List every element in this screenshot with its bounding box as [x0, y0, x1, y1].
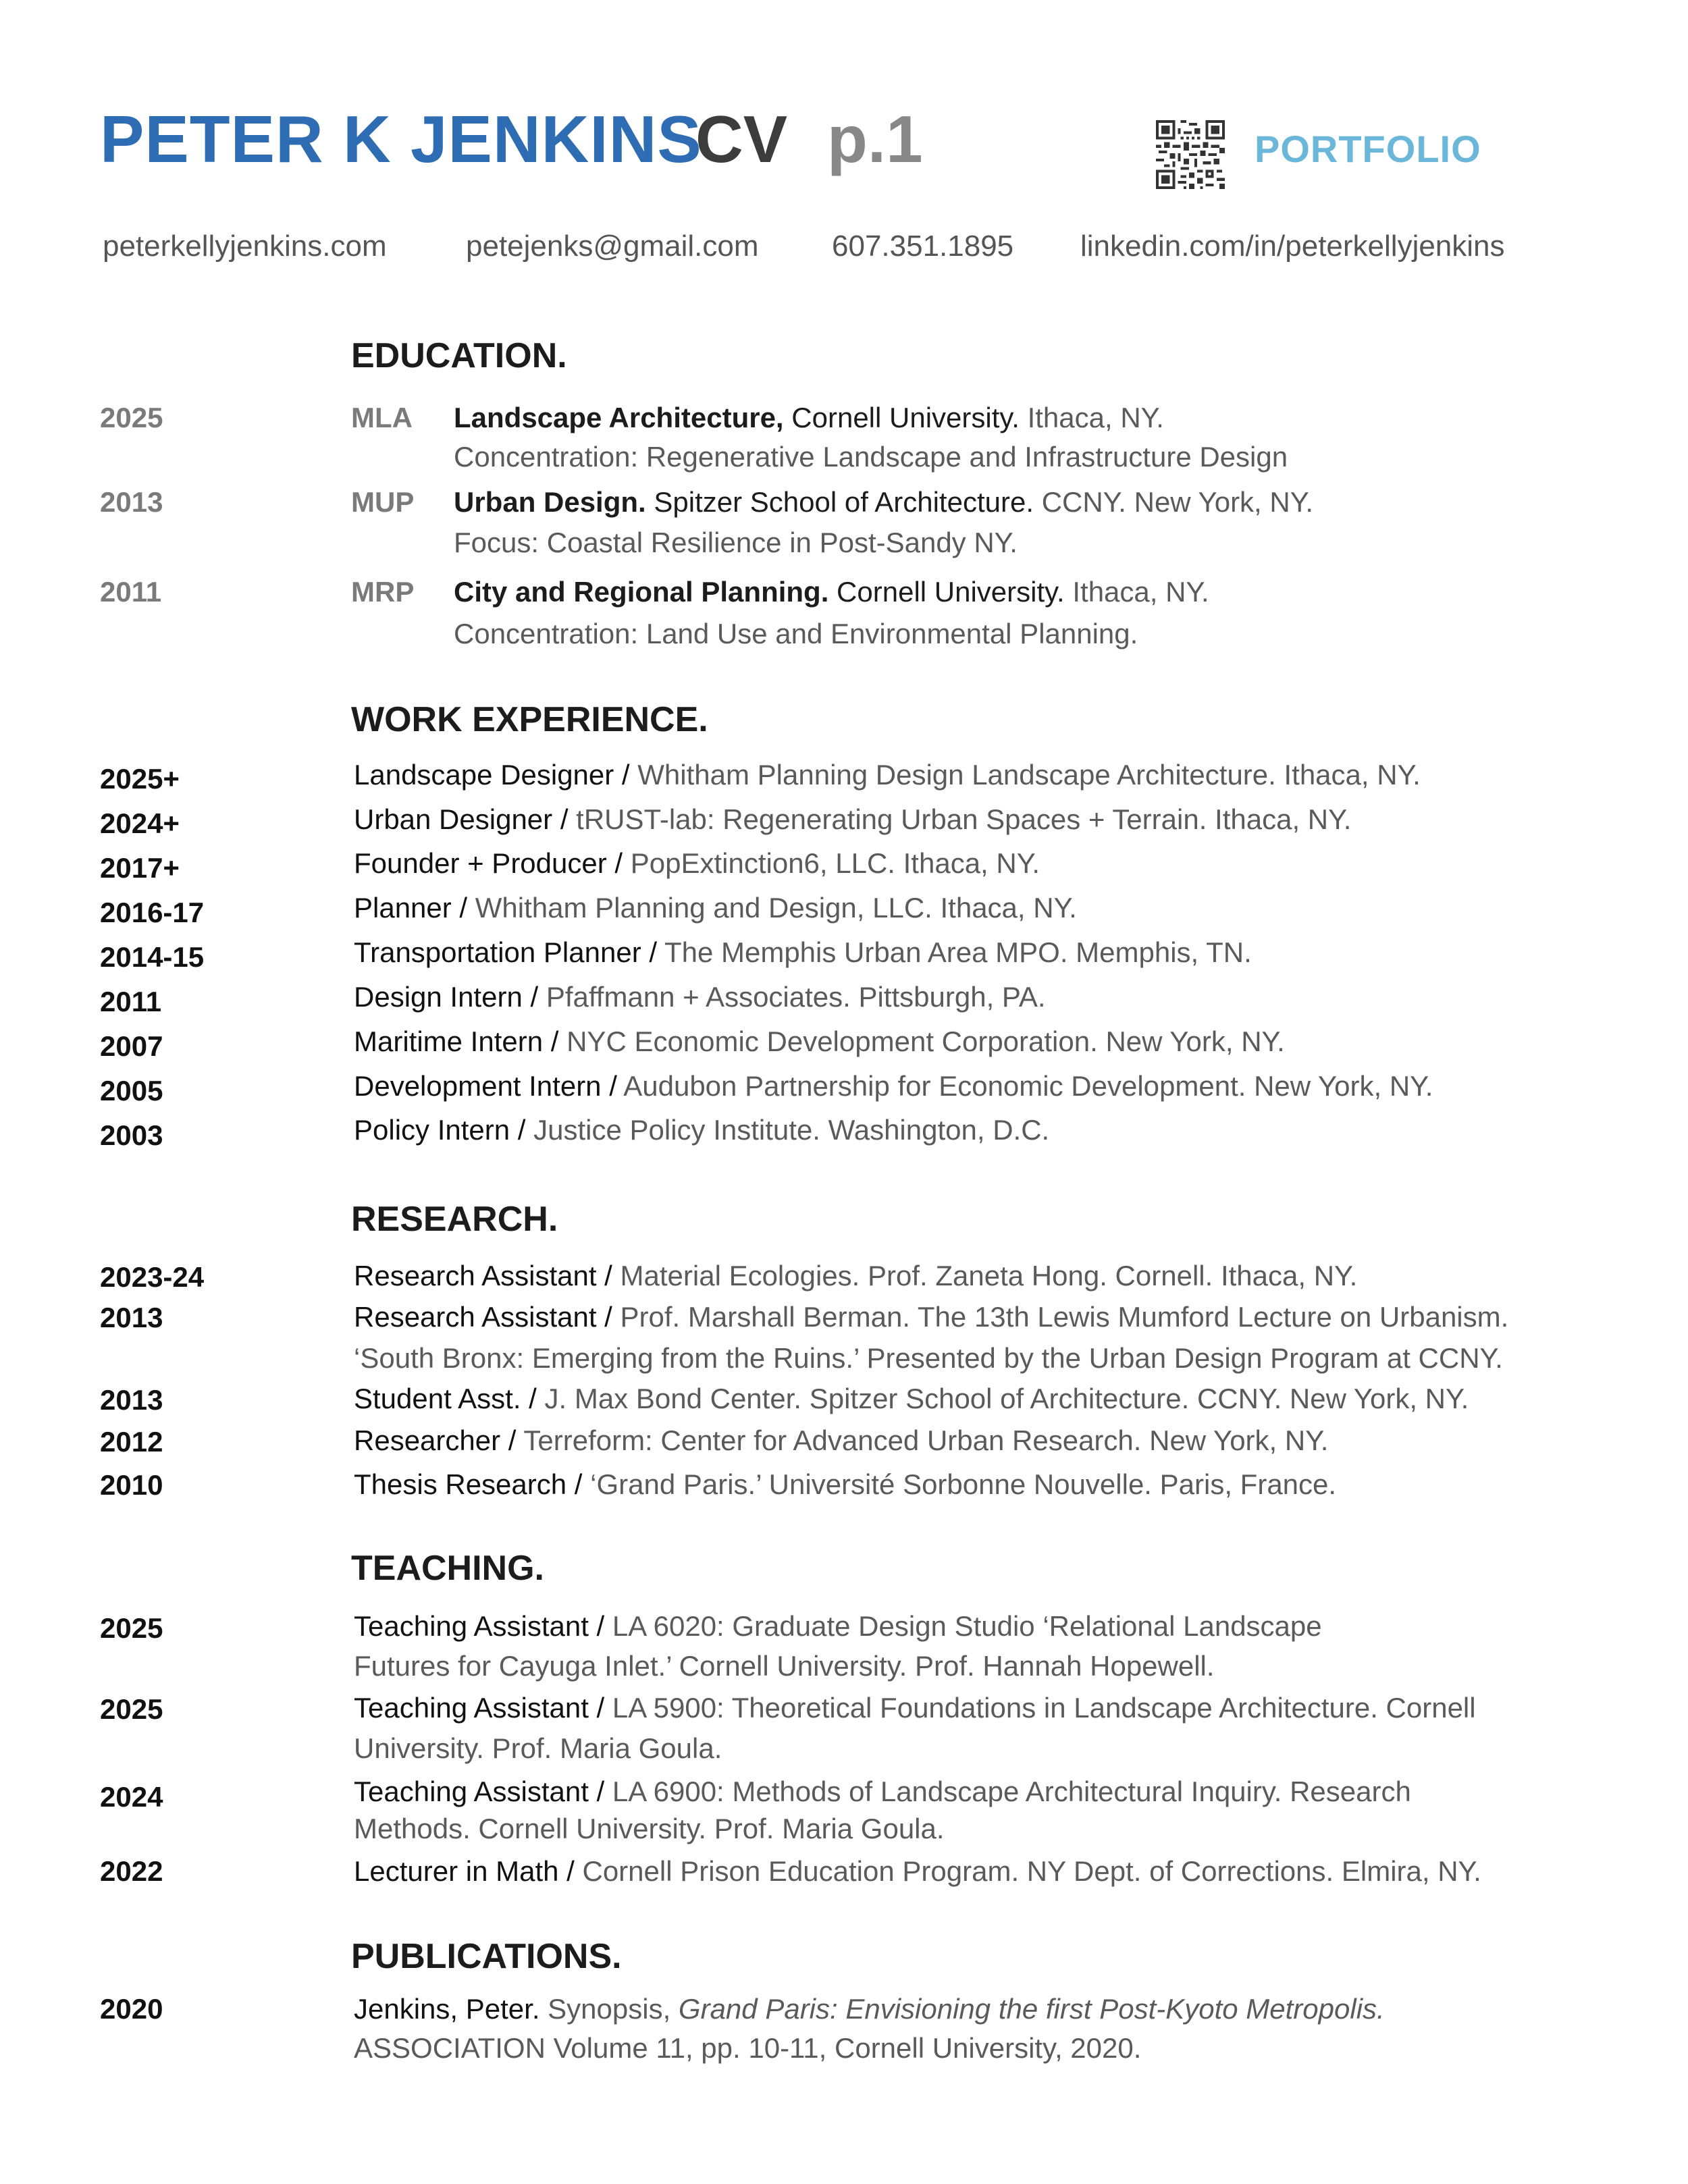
teaching-detail: LA 6020: Graduate Design Studio ‘Relational Landscape	[612, 1610, 1322, 1642]
publication-year: 2020	[100, 1993, 163, 2025]
teaching-detail-continued: Methods. Cornell University. Prof. Maria Goula.	[354, 1813, 945, 1844]
work-detail: Audubon Partnership for Economic Development. New York, NY.	[623, 1070, 1433, 1102]
education-year: 2011	[100, 576, 162, 608]
education-note: Concentration: Regenerative Landscape and Infrastructure Design	[454, 441, 1288, 473]
teaching-entry	[354, 1610, 1322, 1643]
research-detail: Material Ecologies. Prof. Zaneta Hong. Cornell. Ithaca, NY.	[620, 1260, 1358, 1291]
work-detail: NYC Economic Development Corporation. New York, NY.	[566, 1026, 1285, 1057]
research-year: 2013	[100, 1302, 163, 1333]
research-entry	[354, 1468, 1336, 1501]
work-role: Policy Intern /	[354, 1114, 526, 1146]
research-entry	[354, 1260, 1357, 1292]
page-number: p.1	[827, 102, 923, 176]
teaching-year: 2025	[100, 1693, 163, 1725]
education-place: CCNY. New York, NY.	[1041, 486, 1313, 518]
research-year: 2013	[100, 1384, 163, 1416]
publication-source: ASSOCIATION Volume 11, pp. 10-11, Cornell University, 2020.	[354, 2032, 1142, 2064]
education-school: Cornell University.	[791, 402, 1020, 433]
work-year: 2024+	[100, 807, 180, 839]
work-entry	[354, 1114, 1049, 1146]
research-role: Student Asst. /	[354, 1383, 537, 1414]
work-role: Design Intern /	[354, 981, 539, 1013]
research-role: Research Assistant /	[354, 1260, 612, 1291]
education-entry	[454, 486, 1313, 518]
publication-title: Grand Paris: Envisioning the first Post-Kyoto Metropolis.	[678, 1993, 1385, 2025]
work-detail: Pfaffmann + Associates. Pittsburgh, PA.	[546, 981, 1046, 1013]
research-detail: Terreform: Center for Advanced Urban Research. New York, NY.	[523, 1424, 1329, 1456]
work-role: Urban Designer /	[354, 803, 569, 835]
publication-entry	[354, 1993, 1385, 2025]
education-degree: MRP	[351, 576, 415, 608]
teaching-detail-continued: University. Prof. Maria Goula.	[354, 1732, 722, 1764]
email-link[interactable]: petejenks@gmail.com	[466, 230, 759, 263]
education-school: Cornell University.	[837, 576, 1065, 608]
education-degree: MLA	[351, 402, 413, 433]
education-year: 2025	[100, 402, 163, 433]
phone-number[interactable]: 607.351.1895	[832, 230, 1014, 263]
teaching-detail: LA 6900: Methods of Landscape Architectural Inquiry. Research	[612, 1776, 1411, 1807]
teaching-year: 2024	[100, 1781, 163, 1813]
section-heading-research: RESEARCH.	[351, 1200, 558, 1239]
education-year: 2013	[100, 486, 163, 518]
work-year: 2025+	[100, 763, 180, 795]
work-detail: Whitham Planning and Design, LLC. Ithaca, NY.	[475, 892, 1077, 924]
work-entry	[354, 847, 1040, 880]
research-year: 2012	[100, 1426, 163, 1458]
teaching-role: Teaching Assistant /	[354, 1776, 605, 1807]
teaching-year: 2022	[100, 1855, 163, 1887]
publication-prefix: Synopsis,	[548, 1993, 671, 2025]
education-entry	[454, 402, 1164, 434]
work-entry	[354, 981, 1046, 1013]
research-year: 2023-24	[100, 1261, 205, 1293]
education-field: Urban Design.	[454, 486, 646, 518]
qr-code-icon[interactable]	[1156, 120, 1225, 189]
research-detail-continued: ‘South Bronx: Emerging from the Ruins.’ Presented by the Urban Design Program at CCNY.	[354, 1342, 1503, 1374]
work-entry	[354, 892, 1077, 924]
work-year: 2016-17	[100, 897, 205, 928]
research-role: Thesis Research /	[354, 1468, 583, 1500]
education-place: Ithaca, NY.	[1072, 576, 1209, 608]
teaching-year: 2025	[100, 1612, 163, 1644]
teaching-entry	[354, 1692, 1476, 1724]
work-detail: PopExtinction6, LLC. Ithaca, NY.	[630, 847, 1040, 879]
teaching-role: Lecturer in Math /	[354, 1855, 575, 1887]
education-school: Spitzer School of Architecture.	[654, 486, 1034, 518]
education-field: Landscape Architecture,	[454, 402, 784, 433]
cv-label: CV	[695, 102, 788, 176]
teaching-role: Teaching Assistant /	[354, 1692, 605, 1724]
work-year: 2003	[100, 1119, 163, 1151]
work-role: Planner /	[354, 892, 468, 924]
work-detail: Justice Policy Institute. Washington, D.C.	[533, 1114, 1050, 1146]
research-role: Researcher /	[354, 1424, 517, 1456]
work-entry	[354, 1070, 1433, 1102]
work-entry	[354, 759, 1421, 791]
education-degree: MUP	[351, 486, 415, 518]
work-role: Landscape Designer /	[354, 759, 630, 791]
work-year: 2017+	[100, 852, 180, 884]
education-field: City and Regional Planning.	[454, 576, 829, 608]
teaching-entry	[354, 1855, 1481, 1888]
research-role: Research Assistant /	[354, 1301, 612, 1333]
website-link[interactable]: peterkellyjenkins.com	[103, 230, 387, 263]
education-note: Focus: Coastal Resilience in Post-Sandy NY.	[454, 527, 1018, 558]
section-heading-publications: PUBLICATIONS.	[351, 1937, 622, 1976]
work-detail: Whitham Planning Design Landscape Architecture. Ithaca, NY.	[637, 759, 1421, 791]
linkedin-link[interactable]: linkedin.com/in/peterkellyjenkins	[1080, 230, 1505, 263]
research-year: 2010	[100, 1469, 163, 1501]
work-year: 2007	[100, 1030, 163, 1062]
work-year: 2011	[100, 986, 162, 1017]
work-year: 2014-15	[100, 941, 205, 973]
work-detail: The Memphis Urban Area MPO. Memphis, TN.	[664, 936, 1252, 968]
research-entry	[354, 1301, 1508, 1333]
work-year: 2005	[100, 1075, 163, 1107]
work-role: Founder + Producer /	[354, 847, 623, 879]
work-entry	[354, 936, 1252, 969]
section-heading-teaching: TEACHING.	[351, 1549, 544, 1588]
teaching-detail: Cornell Prison Education Program. NY Dept. of Corrections. Elmira, NY.	[582, 1855, 1481, 1887]
work-role: Maritime Intern /	[354, 1026, 559, 1057]
work-role: Development Intern /	[354, 1070, 617, 1102]
teaching-role: Teaching Assistant /	[354, 1610, 605, 1642]
research-entry	[354, 1424, 1328, 1457]
education-note: Concentration: Land Use and Environmental Planning.	[454, 618, 1138, 649]
education-place: Ithaca, NY.	[1027, 402, 1164, 433]
cv-name: PETER K JENKINS	[100, 102, 702, 176]
portfolio-link[interactable]: PORTFOLIO	[1255, 128, 1481, 170]
work-entry	[354, 1026, 1285, 1058]
work-role: Transportation Planner /	[354, 936, 658, 968]
teaching-detail-continued: Futures for Cayuga Inlet.’ Cornell University. Prof. Hannah Hopewell.	[354, 1650, 1215, 1682]
work-detail: tRUST-lab: Regenerating Urban Spaces + Terrain. Ithaca, NY.	[576, 803, 1352, 835]
section-heading-work: WORK EXPERIENCE.	[351, 700, 708, 739]
teaching-detail: LA 5900: Theoretical Foundations in Landscape Architecture. Cornell	[612, 1692, 1476, 1724]
publication-author: Jenkins, Peter.	[354, 1993, 540, 2025]
section-heading-education: EDUCATION.	[351, 336, 567, 375]
work-entry	[354, 803, 1351, 836]
research-detail: J. Max Bond Center. Spitzer School of Architecture. CCNY. New York, NY.	[544, 1383, 1469, 1414]
research-detail: ‘Grand Paris.’ Université Sorbonne Nouvelle. Paris, France.	[590, 1468, 1337, 1500]
research-entry	[354, 1383, 1469, 1415]
education-entry	[454, 576, 1209, 608]
teaching-entry	[354, 1776, 1411, 1808]
research-detail: Prof. Marshall Berman. The 13th Lewis Mumford Lecture on Urbanism.	[620, 1301, 1509, 1333]
